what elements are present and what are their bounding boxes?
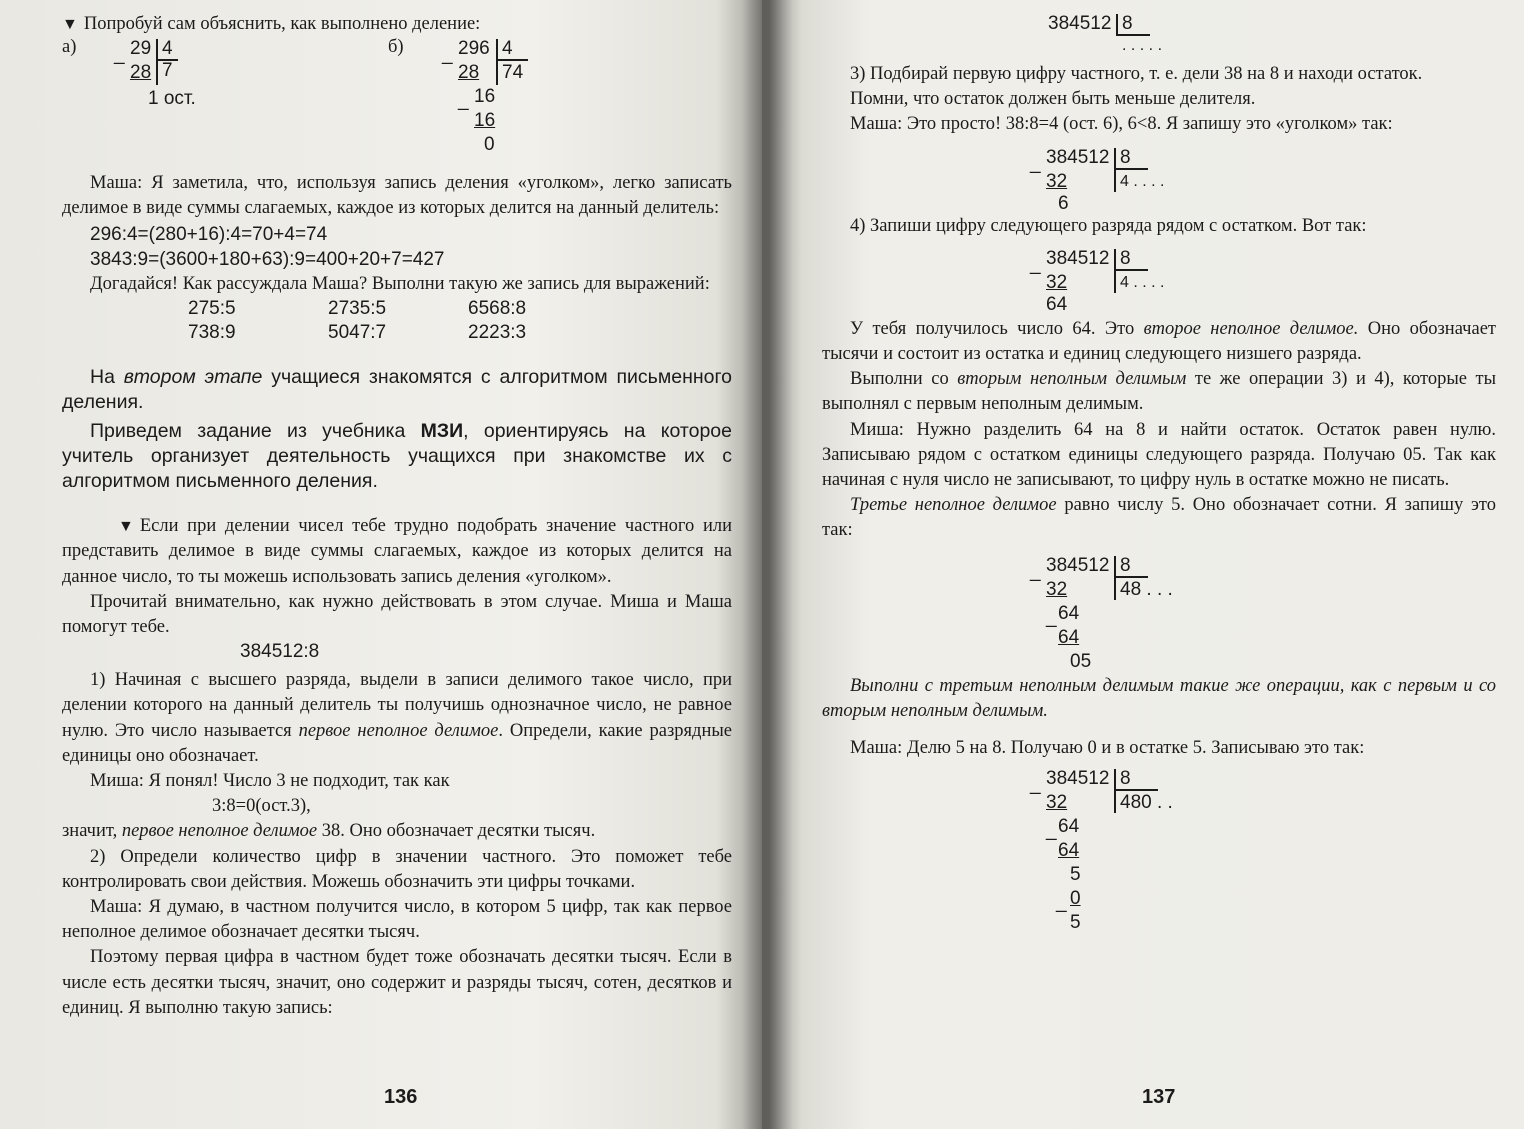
therefore-paragraph: Поэтому первая цифра в частном будет тоже обозначать десятки тысяч. Если в числе есть десятки тысяч, значит, оно содержит и разряды тысяч, сотен, десятков и единиц. Я выполню такую запись: xyxy=(62,947,732,1018)
stage-paragraph: На втором этапе учащиеся знакомятся с алгоритмом письменного деления. xyxy=(62,366,732,414)
expression: 2223:3 xyxy=(468,322,527,344)
masha-note-1: Маша: Я заметила, что, используя запись деления «уголком», легко записать делимое в виде суммы слагаемых, каждое из которых делится на данный делитель: xyxy=(62,173,732,219)
masha-note-2: Маша: Я думаю, в частном получится число, в котором 5 цифр, так как первое неполное делимое обозначает десятки тысяч. xyxy=(62,897,732,943)
task1-examples xyxy=(62,37,732,156)
expression: 6568:8 xyxy=(468,298,527,320)
expression: 2735:5 xyxy=(328,298,387,320)
equation-2: 3843:9=(3600+180+63):9=400+20+7=427 xyxy=(90,248,445,270)
guess-task: Догадайся! Как рассуждала Маша? Выполни такую же запись для выражений: xyxy=(90,274,710,295)
got-paragraph: У тебя получилось число 64. Это второе неполное делимое. Оно обозначает тысячи и состоит из остатка и единиц следующего низшего разряда. xyxy=(822,318,1496,365)
page-number-right: 137 xyxy=(1142,1086,1176,1108)
triangle-bullet-icon: ▼ xyxy=(62,16,78,33)
division-step0: 384512 8 . . . . . xyxy=(1048,13,1163,54)
label-b: б) xyxy=(388,37,404,58)
task2-paragraph: ▼ Если при делении чисел тебе трудно подобрать значение частного или представить делимое в виде суммы слагаемых, каждое из которых делится на данное число, то ты можешь использовать запись деления «уголком». xyxy=(62,516,732,587)
step4-paragraph: 4) Запиши цифру следующего разряда рядом с остатком. Вот так: xyxy=(850,215,1367,236)
division-b: _ 296 4 74 28 _ 16 16 0 xyxy=(442,37,582,145)
step3-paragraph: 3) Подбирай первую цифру частного, т. е. дели 38 на 8 и находи остаток. xyxy=(850,64,1423,84)
expression-row xyxy=(188,321,732,345)
equation-1: 296:4=(280+16):4=70+4=74 xyxy=(90,223,328,245)
division-step4: _ 384512 8 480 . . 32 _ 64 64 5 _ 0 5 xyxy=(1030,768,1173,934)
citation-paragraph: Приведем задание из учебника МЗИ, ориентируясь на которое учитель организует деятельность учащихся при знакомстве их с алгоритмом письменного деления. xyxy=(62,420,732,493)
masha-note-3: Маша: Это просто! 38:8=4 (ост. 6), 6<8. Я запишу это «уголком» так: xyxy=(850,114,1393,135)
expression-row xyxy=(188,297,732,321)
division-step2: _ 384512 8 4 . . . . 32 64 xyxy=(1030,247,1165,315)
expression: 5047:7 xyxy=(328,322,387,344)
read-paragraph: Прочитай внимательно, как нужно действовать в этом случае. Миша и Маша помогут тебе. xyxy=(62,591,732,638)
page-number-left: 136 xyxy=(384,1086,418,1108)
misha-note-2: Миша: Нужно разделить 64 на 8 и найти остаток. Остаток равен нулю. Записываю рядом с остатком единицы следующего разряда. Получаю 05. Так как начиная с нуля число не записывают, то цифру нуль в остатке можно не писать. xyxy=(822,419,1496,491)
right-page xyxy=(762,0,1524,1129)
masha-note-4: Маша: Делю 5 на 8. Получаю 0 и в остатке 5. Записываю это так: xyxy=(850,738,1365,759)
do-paragraph: Выполни со вторым неполным делимым те же операции 3) и 4), которые ты выполнял с первым неполным делимым. xyxy=(822,369,1497,415)
division-step3: _ 384512 8 48 . . . 32 _ 64 64 05 xyxy=(1030,554,1173,672)
step2-paragraph: 2) Определи количество цифр в значении частного. Это поможет тебе контролировать свои действия. Можешь обозначить эти цифры точками. xyxy=(62,846,732,892)
division-a: _ 29 4 7 28 1 ост. xyxy=(114,38,196,110)
misha-equation: 3:8=0(ост.3), xyxy=(212,796,311,817)
division-step1: _ 384512 8 4 . . . . 32 6 xyxy=(1030,146,1165,214)
third-paragraph: Третье неполное делимое равно числу 5. Оно обозначает сотни. Я запишу это так: xyxy=(822,495,1497,541)
step1-paragraph: 1) Начиная с высшего разряда, выдели в записи делимого такое число, при делении которого на данный делитель ты получишь однозначное число, не равное нулю. Это число называется первое неполное делимое. Определи, какие разрядные единицы оно обозначает. xyxy=(62,670,733,766)
expressions-grid xyxy=(62,297,732,345)
do3-paragraph: Выполни с третьим неполным делимым такие же операции, как с первым и со вторым неполным делимым. xyxy=(822,675,1496,721)
task1-intro: ▼ Попробуй сам объяснить, как выполнено деление: xyxy=(62,12,732,37)
expression: 738:9 xyxy=(188,322,236,344)
label-a: а) xyxy=(62,37,77,58)
znachit-paragraph: значит, первое неполное делимое 38. Оно обозначает десятки тысяч. xyxy=(62,821,596,842)
misha-note-1: Миша: Я понял! Число 3 не подходит, так как xyxy=(90,771,450,792)
remember-paragraph: Помни, что остаток должен быть меньше делителя. xyxy=(850,89,1256,110)
example-expression: 384512:8 xyxy=(240,641,320,663)
expression: 275:5 xyxy=(188,298,236,320)
triangle-bullet-icon: ▼ xyxy=(118,518,134,536)
